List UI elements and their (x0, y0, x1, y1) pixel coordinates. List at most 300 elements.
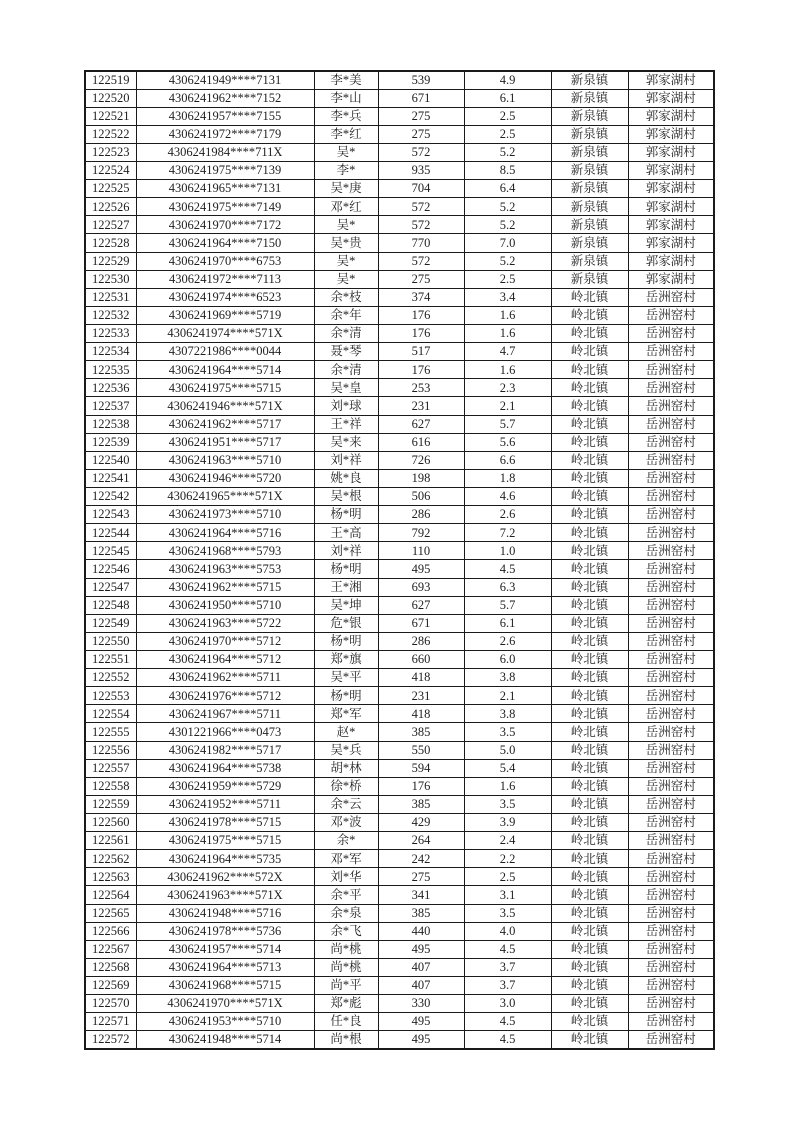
town-cell: 新泉镇 (551, 270, 628, 288)
town-cell: 新泉镇 (551, 107, 628, 125)
town-cell: 新泉镇 (551, 180, 628, 198)
sequence-number-cell: 122537 (85, 397, 136, 415)
village-cell: 岳洲窑村 (628, 976, 714, 994)
sequence-number-cell: 122523 (85, 143, 136, 161)
sequence-number-cell: 122524 (85, 162, 136, 180)
table-row (85, 596, 714, 614)
person-name-cell: 吴* (314, 143, 378, 161)
amount-cell: 539 (378, 71, 464, 89)
amount-cell: 770 (378, 234, 464, 252)
village-cell: 郭家湖村 (628, 89, 714, 107)
town-cell: 岭北镇 (551, 415, 628, 433)
table-row (85, 578, 714, 596)
rate-cell: 1.6 (464, 777, 551, 795)
sequence-number-cell: 122549 (85, 614, 136, 632)
id-card-number-cell: 4306241948****5714 (136, 1031, 314, 1049)
rate-cell: 2.4 (464, 832, 551, 850)
village-cell: 岳洲窑村 (628, 560, 714, 578)
person-name-cell: 李*美 (314, 71, 378, 89)
table-row (85, 216, 714, 234)
rate-cell: 6.1 (464, 89, 551, 107)
amount-cell: 550 (378, 741, 464, 759)
town-cell: 岭北镇 (551, 832, 628, 850)
sequence-number-cell: 122566 (85, 922, 136, 940)
town-cell: 岭北镇 (551, 651, 628, 669)
sequence-number-cell: 122522 (85, 125, 136, 143)
village-cell: 岳洲窑村 (628, 343, 714, 361)
table-row (85, 415, 714, 433)
rate-cell: 4.6 (464, 488, 551, 506)
sequence-number-cell: 122564 (85, 886, 136, 904)
id-card-number-cell: 4306241984****711X (136, 143, 314, 161)
town-cell: 岭北镇 (551, 904, 628, 922)
id-card-number-cell: 4306241963****5722 (136, 614, 314, 632)
village-cell: 郭家湖村 (628, 162, 714, 180)
town-cell: 岭北镇 (551, 795, 628, 813)
sequence-number-cell: 122565 (85, 904, 136, 922)
table-row (85, 542, 714, 560)
amount-cell: 594 (378, 759, 464, 777)
village-cell: 岳洲窑村 (628, 506, 714, 524)
village-cell: 岳洲窑村 (628, 488, 714, 506)
village-cell: 岳洲窑村 (628, 325, 714, 343)
amount-cell: 176 (378, 306, 464, 324)
village-cell: 岳洲窑村 (628, 469, 714, 487)
id-card-number-cell: 4306241968****5715 (136, 976, 314, 994)
sequence-number-cell: 122555 (85, 723, 136, 741)
table-row (85, 886, 714, 904)
id-card-number-cell: 4306241970****571X (136, 995, 314, 1013)
person-name-cell: 邓*波 (314, 813, 378, 831)
table-row (85, 940, 714, 958)
village-cell: 岳洲窑村 (628, 632, 714, 650)
table-row (85, 687, 714, 705)
sequence-number-cell: 122572 (85, 1031, 136, 1049)
table-row (85, 632, 714, 650)
sequence-number-cell: 122569 (85, 976, 136, 994)
id-card-number-cell: 4306241949****7131 (136, 71, 314, 89)
amount-cell: 176 (378, 361, 464, 379)
village-cell: 岳洲窑村 (628, 397, 714, 415)
town-cell: 新泉镇 (551, 198, 628, 216)
amount-cell: 198 (378, 469, 464, 487)
sequence-number-cell: 122519 (85, 71, 136, 89)
rate-cell: 4.7 (464, 343, 551, 361)
amount-cell: 264 (378, 832, 464, 850)
person-name-cell: 余*清 (314, 325, 378, 343)
amount-cell: 627 (378, 596, 464, 614)
id-card-number-cell: 4306241957****7155 (136, 107, 314, 125)
table-row (85, 1031, 714, 1049)
rate-cell: 3.0 (464, 995, 551, 1013)
person-name-cell: 徐*桥 (314, 777, 378, 795)
village-cell: 岳洲窑村 (628, 741, 714, 759)
village-cell: 郭家湖村 (628, 234, 714, 252)
town-cell: 岭北镇 (551, 596, 628, 614)
person-name-cell: 吴*坤 (314, 596, 378, 614)
town-cell: 岭北镇 (551, 379, 628, 397)
rate-cell: 4.5 (464, 560, 551, 578)
town-cell: 岭北镇 (551, 687, 628, 705)
village-cell: 郭家湖村 (628, 270, 714, 288)
person-name-cell: 王*高 (314, 524, 378, 542)
village-cell: 岳洲窑村 (628, 922, 714, 940)
amount-cell: 374 (378, 288, 464, 306)
amount-cell: 671 (378, 614, 464, 632)
village-cell: 岳洲窑村 (628, 361, 714, 379)
id-card-number-cell: 4306241963****5710 (136, 451, 314, 469)
rate-cell: 2.5 (464, 107, 551, 125)
amount-cell: 726 (378, 451, 464, 469)
village-cell: 岳洲窑村 (628, 306, 714, 324)
rate-cell: 7.0 (464, 234, 551, 252)
table-row (85, 795, 714, 813)
amount-cell: 286 (378, 506, 464, 524)
id-card-number-cell: 4306241970****5712 (136, 632, 314, 650)
id-card-number-cell: 4306241978****5736 (136, 922, 314, 940)
id-card-number-cell: 4306241974****571X (136, 325, 314, 343)
rate-cell: 2.2 (464, 850, 551, 868)
rate-cell: 5.0 (464, 741, 551, 759)
town-cell: 岭北镇 (551, 850, 628, 868)
town-cell: 岭北镇 (551, 958, 628, 976)
person-name-cell: 尚*根 (314, 1031, 378, 1049)
sequence-number-cell: 122535 (85, 361, 136, 379)
table-row (85, 922, 714, 940)
person-name-cell: 吴* (314, 270, 378, 288)
town-cell: 岭北镇 (551, 306, 628, 324)
table-row (85, 433, 714, 451)
town-cell: 新泉镇 (551, 89, 628, 107)
amount-cell: 407 (378, 958, 464, 976)
table-row (85, 162, 714, 180)
village-cell: 郭家湖村 (628, 71, 714, 89)
id-card-number-cell: 4301221966****0473 (136, 723, 314, 741)
village-cell: 岳洲窑村 (628, 940, 714, 958)
rate-cell: 5.4 (464, 759, 551, 777)
town-cell: 岭北镇 (551, 868, 628, 886)
id-card-number-cell: 4306241970****7172 (136, 216, 314, 234)
id-card-number-cell: 4306241953****5710 (136, 1013, 314, 1031)
village-cell: 岳洲窑村 (628, 433, 714, 451)
person-name-cell: 吴*皇 (314, 379, 378, 397)
id-card-number-cell: 4306241964****5738 (136, 759, 314, 777)
town-cell: 岭北镇 (551, 886, 628, 904)
id-card-number-cell: 4306241975****5715 (136, 832, 314, 850)
id-card-number-cell: 4306241964****5716 (136, 524, 314, 542)
table-row (85, 198, 714, 216)
village-cell: 岳洲窑村 (628, 777, 714, 795)
person-name-cell: 任*良 (314, 1013, 378, 1031)
amount-cell: 792 (378, 524, 464, 542)
village-cell: 郭家湖村 (628, 143, 714, 161)
sequence-number-cell: 122568 (85, 958, 136, 976)
sequence-number-cell: 122533 (85, 325, 136, 343)
rate-cell: 5.7 (464, 596, 551, 614)
table-row (85, 306, 714, 324)
amount-cell: 572 (378, 143, 464, 161)
town-cell: 岭北镇 (551, 542, 628, 560)
table-row (85, 904, 714, 922)
sequence-number-cell: 122534 (85, 343, 136, 361)
village-cell: 岳洲窑村 (628, 379, 714, 397)
town-cell: 岭北镇 (551, 325, 628, 343)
rate-cell: 3.1 (464, 886, 551, 904)
rate-cell: 5.6 (464, 433, 551, 451)
village-cell: 郭家湖村 (628, 198, 714, 216)
rate-cell: 3.8 (464, 669, 551, 687)
town-cell: 岭北镇 (551, 614, 628, 632)
table-row (85, 451, 714, 469)
table-row (85, 976, 714, 994)
id-card-number-cell: 4306241946****571X (136, 397, 314, 415)
amount-cell: 341 (378, 886, 464, 904)
rate-cell: 3.5 (464, 723, 551, 741)
rate-cell: 2.1 (464, 397, 551, 415)
sequence-number-cell: 122531 (85, 288, 136, 306)
rate-cell: 4.5 (464, 1013, 551, 1031)
village-cell: 郭家湖村 (628, 125, 714, 143)
town-cell: 岭北镇 (551, 940, 628, 958)
id-card-number-cell: 4306241968****5793 (136, 542, 314, 560)
rate-cell: 2.5 (464, 270, 551, 288)
id-card-number-cell: 4306241964****5712 (136, 651, 314, 669)
person-name-cell: 李*红 (314, 125, 378, 143)
id-card-number-cell: 4306241957****5714 (136, 940, 314, 958)
amount-cell: 385 (378, 795, 464, 813)
sequence-number-cell: 122529 (85, 252, 136, 270)
rate-cell: 5.2 (464, 198, 551, 216)
town-cell: 新泉镇 (551, 234, 628, 252)
village-cell: 岳洲窑村 (628, 542, 714, 560)
sequence-number-cell: 122554 (85, 705, 136, 723)
id-card-number-cell: 4306241974****6523 (136, 288, 314, 306)
id-card-number-cell: 4306241969****5719 (136, 306, 314, 324)
rate-cell: 3.5 (464, 904, 551, 922)
table-row (85, 125, 714, 143)
amount-cell: 935 (378, 162, 464, 180)
amount-cell: 253 (378, 379, 464, 397)
rate-cell: 2.3 (464, 379, 551, 397)
sequence-number-cell: 122557 (85, 759, 136, 777)
id-card-number-cell: 4306241962****5717 (136, 415, 314, 433)
sequence-number-cell: 122520 (85, 89, 136, 107)
person-name-cell: 吴*兵 (314, 741, 378, 759)
rate-cell: 5.2 (464, 252, 551, 270)
person-name-cell: 郑*旗 (314, 651, 378, 669)
amount-cell: 616 (378, 433, 464, 451)
id-card-number-cell: 4306241964****5735 (136, 850, 314, 868)
id-card-number-cell: 4306241948****5716 (136, 904, 314, 922)
table-row (85, 379, 714, 397)
town-cell: 岭北镇 (551, 777, 628, 795)
id-card-number-cell: 4306241967****5711 (136, 705, 314, 723)
person-name-cell: 余*年 (314, 306, 378, 324)
rate-cell: 4.5 (464, 1031, 551, 1049)
rate-cell: 3.7 (464, 958, 551, 976)
table-row (85, 325, 714, 343)
village-cell: 岳洲窑村 (628, 759, 714, 777)
amount-cell: 572 (378, 216, 464, 234)
amount-cell: 275 (378, 868, 464, 886)
amount-cell: 176 (378, 777, 464, 795)
rate-cell: 5.2 (464, 216, 551, 234)
amount-cell: 231 (378, 397, 464, 415)
table-row (85, 777, 714, 795)
town-cell: 岭北镇 (551, 922, 628, 940)
person-name-cell: 余* (314, 832, 378, 850)
id-card-number-cell: 4306241973****5710 (136, 506, 314, 524)
amount-cell: 385 (378, 723, 464, 741)
rate-cell: 2.5 (464, 868, 551, 886)
town-cell: 新泉镇 (551, 125, 628, 143)
sequence-number-cell: 122571 (85, 1013, 136, 1031)
person-name-cell: 杨*明 (314, 687, 378, 705)
table-row (85, 669, 714, 687)
town-cell: 岭北镇 (551, 343, 628, 361)
rate-cell: 5.7 (464, 415, 551, 433)
town-cell: 岭北镇 (551, 433, 628, 451)
sequence-number-cell: 122567 (85, 940, 136, 958)
person-name-cell: 李*山 (314, 89, 378, 107)
id-card-number-cell: 4306241975****5715 (136, 379, 314, 397)
sequence-number-cell: 122545 (85, 542, 136, 560)
village-cell: 郭家湖村 (628, 216, 714, 234)
town-cell: 岭北镇 (551, 560, 628, 578)
sequence-number-cell: 122556 (85, 741, 136, 759)
sequence-number-cell: 122563 (85, 868, 136, 886)
rate-cell: 6.6 (464, 451, 551, 469)
table-row (85, 850, 714, 868)
amount-cell: 660 (378, 651, 464, 669)
amount-cell: 286 (378, 632, 464, 650)
person-name-cell: 胡*林 (314, 759, 378, 777)
sequence-number-cell: 122528 (85, 234, 136, 252)
sequence-number-cell: 122532 (85, 306, 136, 324)
person-name-cell: 王*祥 (314, 415, 378, 433)
id-card-number-cell: 4306241964****5714 (136, 361, 314, 379)
amount-cell: 572 (378, 198, 464, 216)
town-cell: 岭北镇 (551, 469, 628, 487)
town-cell: 岭北镇 (551, 488, 628, 506)
person-name-cell: 杨*明 (314, 506, 378, 524)
sequence-number-cell: 122539 (85, 433, 136, 451)
rate-cell: 3.5 (464, 795, 551, 813)
amount-cell: 275 (378, 270, 464, 288)
village-cell: 岳洲窑村 (628, 850, 714, 868)
id-card-number-cell: 4306241963****571X (136, 886, 314, 904)
id-card-number-cell: 4306241975****7139 (136, 162, 314, 180)
village-cell: 岳洲窑村 (628, 1031, 714, 1049)
rate-cell: 2.6 (464, 506, 551, 524)
sequence-number-cell: 122530 (85, 270, 136, 288)
person-name-cell: 尚*桃 (314, 940, 378, 958)
village-cell: 岳洲窑村 (628, 669, 714, 687)
sequence-number-cell: 122551 (85, 651, 136, 669)
person-name-cell: 尚*桃 (314, 958, 378, 976)
person-name-cell: 吴*来 (314, 433, 378, 451)
amount-cell: 693 (378, 578, 464, 596)
person-name-cell: 刘*球 (314, 397, 378, 415)
village-cell: 岳洲窑村 (628, 596, 714, 614)
person-name-cell: 邓*红 (314, 198, 378, 216)
table-row (85, 868, 714, 886)
town-cell: 岭北镇 (551, 741, 628, 759)
person-name-cell: 赵* (314, 723, 378, 741)
sequence-number-cell: 122543 (85, 506, 136, 524)
sequence-number-cell: 122540 (85, 451, 136, 469)
table-row (85, 180, 714, 198)
rate-cell: 2.6 (464, 632, 551, 650)
amount-cell: 495 (378, 1013, 464, 1031)
person-name-cell: 余*云 (314, 795, 378, 813)
village-cell: 岳洲窑村 (628, 651, 714, 669)
amount-cell: 418 (378, 669, 464, 687)
amount-cell: 110 (378, 542, 464, 560)
person-name-cell: 吴*根 (314, 488, 378, 506)
person-name-cell: 吴* (314, 216, 378, 234)
town-cell: 岭北镇 (551, 524, 628, 542)
village-cell: 岳洲窑村 (628, 795, 714, 813)
amount-cell: 275 (378, 125, 464, 143)
amount-cell: 495 (378, 940, 464, 958)
town-cell: 岭北镇 (551, 397, 628, 415)
sequence-number-cell: 122561 (85, 832, 136, 850)
sequence-number-cell: 122542 (85, 488, 136, 506)
sequence-number-cell: 122559 (85, 795, 136, 813)
village-cell: 岳洲窑村 (628, 958, 714, 976)
id-card-number-cell: 4306241965****7131 (136, 180, 314, 198)
rate-cell: 3.7 (464, 976, 551, 994)
rate-cell: 3.8 (464, 705, 551, 723)
table-row (85, 488, 714, 506)
person-name-cell: 杨*明 (314, 560, 378, 578)
village-cell: 岳洲窑村 (628, 578, 714, 596)
id-card-number-cell: 4306241964****5713 (136, 958, 314, 976)
table-row (85, 524, 714, 542)
village-cell: 郭家湖村 (628, 252, 714, 270)
village-cell: 岳洲窑村 (628, 832, 714, 850)
rate-cell: 6.0 (464, 651, 551, 669)
amount-cell: 671 (378, 89, 464, 107)
table-row (85, 651, 714, 669)
table-row (85, 252, 714, 270)
id-card-number-cell: 4306241962****572X (136, 868, 314, 886)
town-cell: 岭北镇 (551, 288, 628, 306)
table-row (85, 397, 714, 415)
rate-cell: 8.5 (464, 162, 551, 180)
sequence-number-cell: 122548 (85, 596, 136, 614)
sequence-number-cell: 122547 (85, 578, 136, 596)
id-card-number-cell: 4306241951****5717 (136, 433, 314, 451)
sequence-number-cell: 122538 (85, 415, 136, 433)
table-row (85, 71, 714, 89)
person-name-cell: 聂*琴 (314, 343, 378, 361)
sequence-number-cell: 122546 (85, 560, 136, 578)
table-row (85, 705, 714, 723)
town-cell: 新泉镇 (551, 252, 628, 270)
person-name-cell: 郑*军 (314, 705, 378, 723)
village-cell: 岳洲窑村 (628, 1013, 714, 1031)
town-cell: 岭北镇 (551, 995, 628, 1013)
person-name-cell: 余*飞 (314, 922, 378, 940)
table-row (85, 958, 714, 976)
amount-cell: 176 (378, 325, 464, 343)
rate-cell: 4.9 (464, 71, 551, 89)
id-card-number-cell: 4306241982****5717 (136, 741, 314, 759)
id-card-number-cell: 4306241965****571X (136, 488, 314, 506)
town-cell: 岭北镇 (551, 506, 628, 524)
